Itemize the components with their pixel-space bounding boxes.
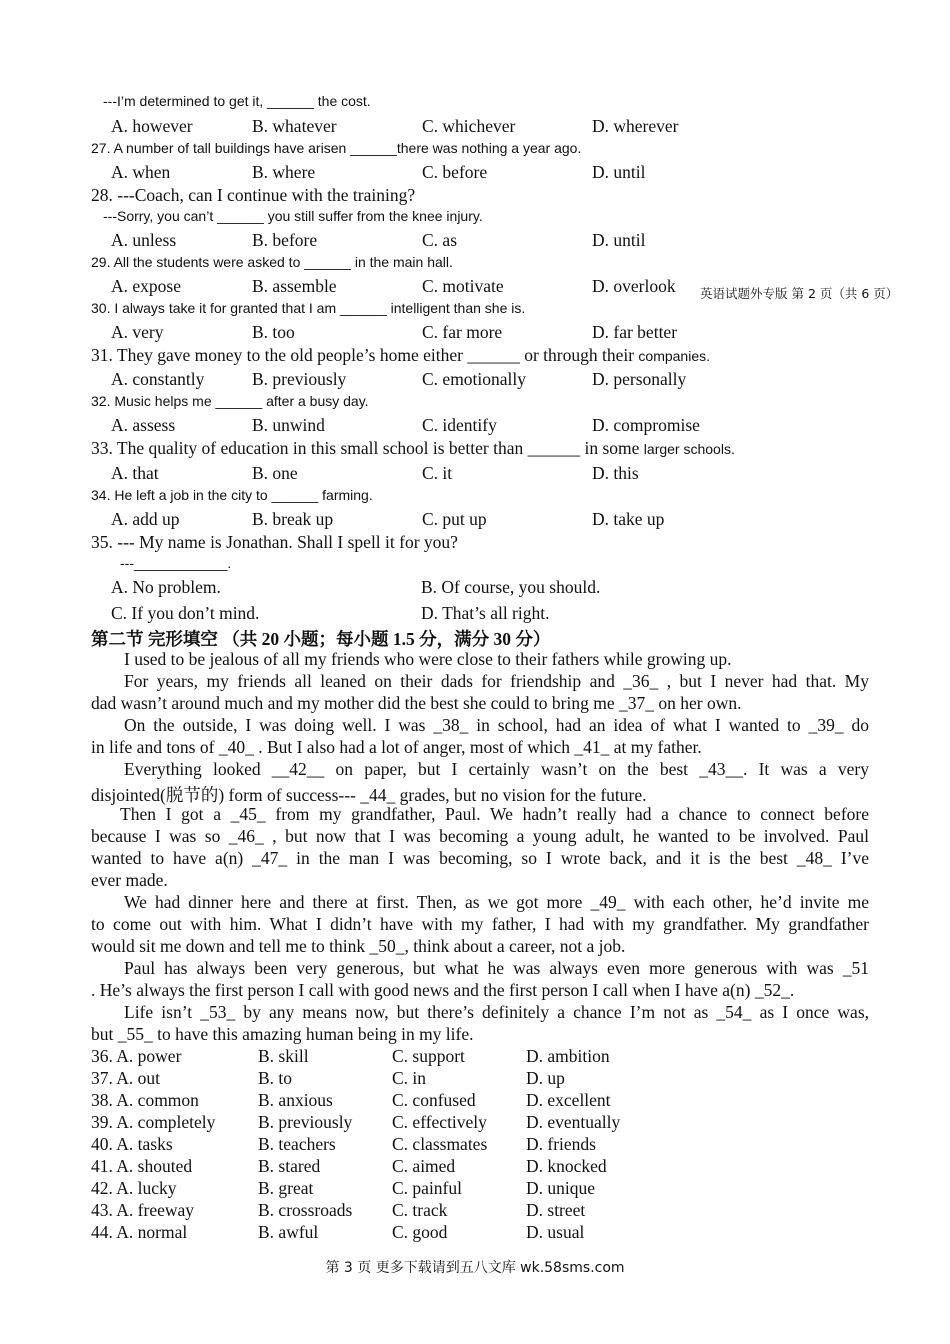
passage-p6-line3: would sit me down and tell me to think _50_, think about a career, not a job.: [91, 936, 626, 956]
page-footer: 第 3 页 更多下载请到五八文库 wk.58sms.com: [325, 1260, 625, 1276]
q35-dialogue-line: ---____________.: [120, 555, 232, 571]
q33-option-d: D. this: [592, 463, 639, 483]
section-title: 第二节 完形填空 （共 20 小题；每小题 1.5 分，满分 30 分）: [91, 629, 551, 649]
cloze-q36-option-b: B. skill: [258, 1046, 309, 1066]
cloze-q39-option-b: B. previously: [258, 1112, 353, 1132]
cloze-q36-option-c: C. support: [392, 1046, 465, 1066]
cloze-q40-option-a: 40. A. tasks: [91, 1134, 173, 1154]
passage-p3-line2: in life and tons of _40_ . But I also had a lot of anger, most of which _41_ at my father.: [91, 737, 702, 757]
cloze-q44-option-c: C. good: [392, 1222, 448, 1242]
passage-p7-line2: . He’s always the first person I call with good news and the first person I call when I have a(n) _52_.: [91, 980, 795, 1000]
cloze-q40-option-b: B. teachers: [258, 1134, 336, 1154]
q28-dialogue-line: ---Sorry, you can’t ______ you still suffer from the knee injury.: [103, 208, 483, 224]
q35-option-c: C. If you don’t mind.: [111, 603, 260, 623]
q28-stem: 28. ---Coach, can I continue with the training?: [91, 185, 416, 205]
q26-option-d: D. wherever: [592, 116, 679, 136]
q35-stem: 35. --- My name is Jonathan. Shall I spell it for you?: [91, 532, 458, 552]
cloze-q42-option-d: D. unique: [526, 1178, 596, 1198]
passage-p4-line2: disjointed(脱节的) form of success--- _44_ grades, but no vision for the future.: [91, 785, 647, 805]
q27-stem: 27. A number of tall buildings have arisen ______there was nothing a year ago.: [91, 140, 582, 156]
q29-stem: 29. All the students were asked to ______ in the main hall.: [91, 254, 453, 270]
q33-stem: [91, 438, 735, 459]
q29-option-b: B. assemble: [252, 276, 337, 296]
cloze-q37-option-b: B. to: [258, 1068, 293, 1088]
cloze-q37-option-c: C. in: [392, 1068, 427, 1088]
q33-stem-text: 33. The quality of education in this small school is better than ______ in some: [91, 438, 640, 458]
cloze-q40-option-c: C. classmates: [392, 1134, 488, 1154]
q31-stem: [91, 345, 710, 366]
cloze-q41-option-c: C. aimed: [392, 1156, 456, 1176]
q32-option-a: A. assess: [111, 415, 176, 435]
cloze-q43-option-d: D. street: [526, 1200, 586, 1220]
q27-option-c: C. before: [422, 162, 488, 182]
q30-option-b: B. too: [252, 322, 295, 342]
q28-option-b: B. before: [252, 230, 318, 250]
passage-p5-line4: ever made.: [91, 870, 168, 890]
q31-stem-tail: companies.: [638, 348, 710, 364]
q26-option-a: A. however: [111, 116, 193, 136]
passage-p8-line2: but _55_ to have this amazing human being in my life.: [91, 1024, 474, 1044]
passage-p4-line1: Everything looked __42__ on paper, but I certainly wasn’t on the best _43__. It was a very: [124, 759, 869, 779]
passage-p1: I used to be jealous of all my friends who were close to their fathers while growing up.: [124, 649, 732, 669]
cloze-q41-option-b: B. stared: [258, 1156, 321, 1176]
cloze-q42-option-b: B. great: [258, 1178, 314, 1198]
cloze-q38-option-c: C. confused: [392, 1090, 476, 1110]
cloze-q39-option-a: 39. A. completely: [91, 1112, 216, 1132]
q31-option-a: A. constantly: [111, 369, 205, 389]
q29-option-d: D. overlook: [592, 276, 676, 296]
q31-option-b: B. previously: [252, 369, 347, 389]
q32-option-d: D. compromise: [592, 415, 700, 435]
page-header: 英语试题外专版 第 2 页（共 6 页）: [700, 286, 899, 301]
cloze-q44-option-d: D. usual: [526, 1222, 585, 1242]
q26-option-c: C. whichever: [422, 116, 516, 136]
q31-option-d: D. personally: [592, 369, 687, 389]
passage-p2-line1: For years, my friends all leaned on their dads for friendship and _36_ , but I never had that. My: [124, 671, 869, 691]
q35-option-d: D. That’s all right.: [421, 603, 550, 623]
passage-p5-line3: wanted to have a(n) _47_ in the man I was becoming, so I wrote back, and it is the best _48_ I’ve: [91, 848, 869, 868]
q29-option-c: C. motivate: [422, 276, 504, 296]
cloze-q43-option-b: B. crossroads: [258, 1200, 353, 1220]
passage-p7-line1: Paul has always been very generous, but what he was always even more generous with was _51: [124, 958, 869, 978]
cloze-q44-option-a: 44. A. normal: [91, 1222, 188, 1242]
q33-stem-tail: larger schools.: [643, 441, 735, 457]
passage-p2-line2: dad wasn’t around much and my mother did the best she could to bring me _37_ on her own.: [91, 693, 742, 713]
cloze-q37-option-d: D. up: [526, 1068, 565, 1088]
q35-option-a: A. No problem.: [111, 577, 221, 597]
q33-option-a: A. that: [111, 463, 159, 483]
q31-option-c: C. emotionally: [422, 369, 527, 389]
passage-p3-line1: On the outside, I was doing well. I was _38_ in school, had an idea of what I wanted to _39_ do: [124, 715, 869, 735]
q34-option-d: D. take up: [592, 509, 665, 529]
q34-stem: 34. He left a job in the city to ______ farming.: [91, 487, 373, 503]
cloze-q43-option-a: 43. A. freeway: [91, 1200, 195, 1220]
q28-option-c: C. as: [422, 230, 457, 250]
q35-option-b: B. Of course, you should.: [421, 577, 601, 597]
passage-p6-line1: We had dinner here and there at first. Then, as we got more _49_ with each other, he’d invite me: [124, 892, 869, 912]
cloze-q39-option-c: C. effectively: [392, 1112, 487, 1132]
q30-stem: 30. I always take it for granted that I am ______ intelligent than she is.: [91, 300, 526, 316]
cloze-q41-option-a: 41. A. shouted: [91, 1156, 193, 1176]
q29-option-a: A. expose: [111, 276, 181, 296]
q26-option-b: B. whatever: [252, 116, 337, 136]
q34-option-b: B. break up: [252, 509, 334, 529]
cloze-q39-option-d: D. eventually: [526, 1112, 621, 1132]
q30-option-c: C. far more: [422, 322, 503, 342]
q32-option-b: B. unwind: [252, 415, 325, 435]
cloze-q42-option-c: C. painful: [392, 1178, 462, 1198]
q28-option-a: A. unless: [111, 230, 177, 250]
q28-option-d: D. until: [592, 230, 646, 250]
passage-p5-line1: Then I got a _45_ from my grandfather, Paul. We hadn’t really had a chance to connect before: [120, 804, 869, 824]
q33-option-b: B. one: [252, 463, 298, 483]
cloze-q42-option-a: 42. A. lucky: [91, 1178, 177, 1198]
cloze-q40-option-d: D. friends: [526, 1134, 596, 1154]
cloze-q43-option-c: C. track: [392, 1200, 448, 1220]
cloze-q36-option-d: D. ambition: [526, 1046, 610, 1066]
q33-option-c: C. it: [422, 463, 453, 483]
cloze-q44-option-b: B. awful: [258, 1222, 319, 1242]
q27-option-d: D. until: [592, 162, 646, 182]
q34-option-c: C. put up: [422, 509, 487, 529]
cloze-q37-option-a: 37. A. out: [91, 1068, 161, 1088]
q27-option-a: A. when: [111, 162, 171, 182]
q32-option-c: C. identify: [422, 415, 497, 435]
cloze-q38-option-b: B. anxious: [258, 1090, 333, 1110]
passage-p8-line1: Life isn’t _53_ by any means now, but there’s definitely a chance I’m not as _54_ as I once was,: [124, 1002, 869, 1022]
cloze-q38-option-a: 38. A. common: [91, 1090, 199, 1110]
passage-p5-line2: because I was so _46_ , but now that I was becoming a young adult, he wanted to be involved. Paul: [91, 826, 869, 846]
q34-option-a: A. add up: [111, 509, 180, 529]
q31-stem-text: 31. They gave money to the old people’s home either ______ or through their: [91, 345, 635, 365]
q26-dialogue-line: ---I’m determined to get it, ______ the cost.: [103, 93, 371, 109]
cloze-q36-option-a: 36. A. power: [91, 1046, 182, 1066]
passage-p6-line2: to come out with him. What I didn’t have with my father, I had with my grandfather. My grandfather: [91, 914, 869, 934]
q32-stem: 32. Music helps me ______ after a busy day.: [91, 393, 369, 409]
q30-option-d: D. far better: [592, 322, 678, 342]
cloze-q38-option-d: D. excellent: [526, 1090, 611, 1110]
cloze-q41-option-d: D. knocked: [526, 1156, 607, 1176]
q27-option-b: B. where: [252, 162, 316, 182]
q30-option-a: A. very: [111, 322, 164, 342]
